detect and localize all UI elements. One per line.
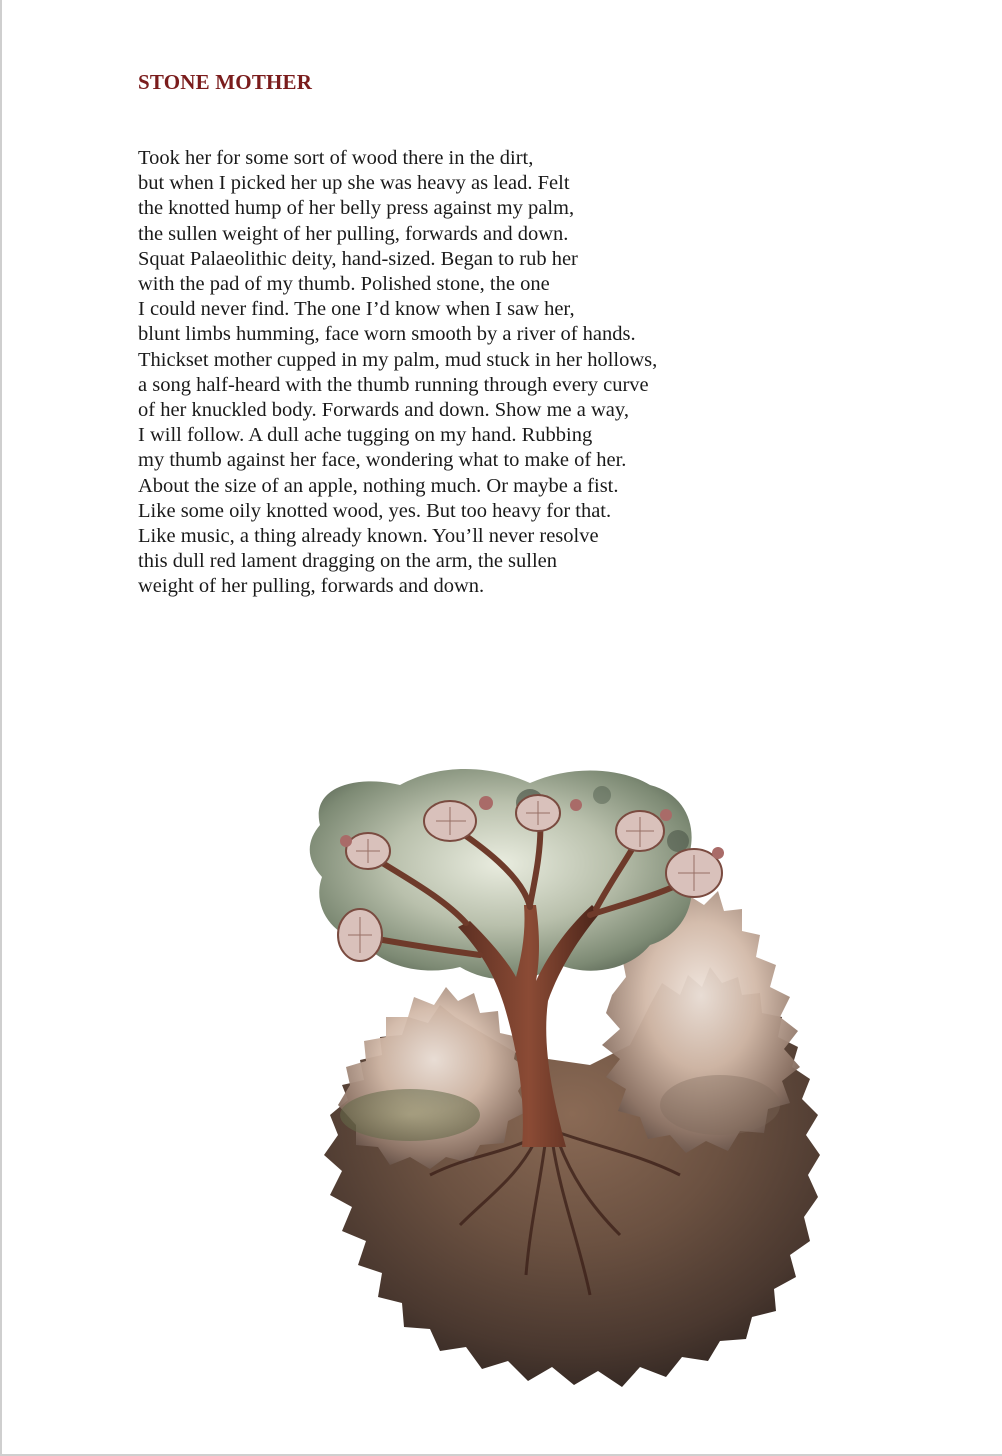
poem-line: blunt limbs humming, face worn smooth by a river of hands.	[138, 323, 636, 346]
poem-line: Squat Palaeolithic deity, hand-sized. Began to rub her	[138, 247, 578, 270]
poem-title: STONE MOTHER	[138, 70, 313, 94]
poem-line: this dull red lament dragging on the arm, the sullen	[138, 550, 558, 573]
poem-line: with the pad of my thumb. Polished stone, the one	[138, 273, 550, 296]
poem-line: my thumb against her face, wondering what to make of her.	[138, 449, 627, 472]
poem-line: Thickset mother cupped in my palm, mud stuck in her hollows,	[138, 348, 658, 371]
poem-line: Took her for some sort of wood there in the dirt,	[138, 147, 534, 169]
poem-line: I could never find. The one I’d know when I saw her,	[138, 298, 575, 321]
tree-watercolor-illustration	[290, 755, 830, 1420]
poem-line: Like music, a thing already known. You’ll never resolve	[138, 525, 599, 548]
poem-line: of her knuckled body. Forwards and down. Show me a way,	[138, 399, 629, 422]
poem-line: the knotted hump of her belly press against my palm,	[138, 197, 575, 220]
left-bush	[338, 987, 530, 1169]
page-left-edge	[0, 0, 2, 1456]
poem-line: About the size of an apple, nothing much. Or maybe a fist.	[138, 474, 619, 497]
poem-line: weight of her pulling, forwards and down.	[138, 575, 485, 598]
poem-line: the sullen weight of her pulling, forwards and down.	[138, 222, 569, 245]
poem-line: Like some oily knotted wood, yes. But too heavy for that.	[138, 499, 612, 522]
poem-body	[138, 146, 657, 600]
poem-line: I will follow. A dull ache tugging on my hand. Rubbing	[138, 424, 593, 447]
poem-line: a song half-heard with the thumb running through every curve	[138, 373, 649, 396]
poem-line: but when I picked her up she was heavy as lead. Felt	[138, 172, 570, 195]
